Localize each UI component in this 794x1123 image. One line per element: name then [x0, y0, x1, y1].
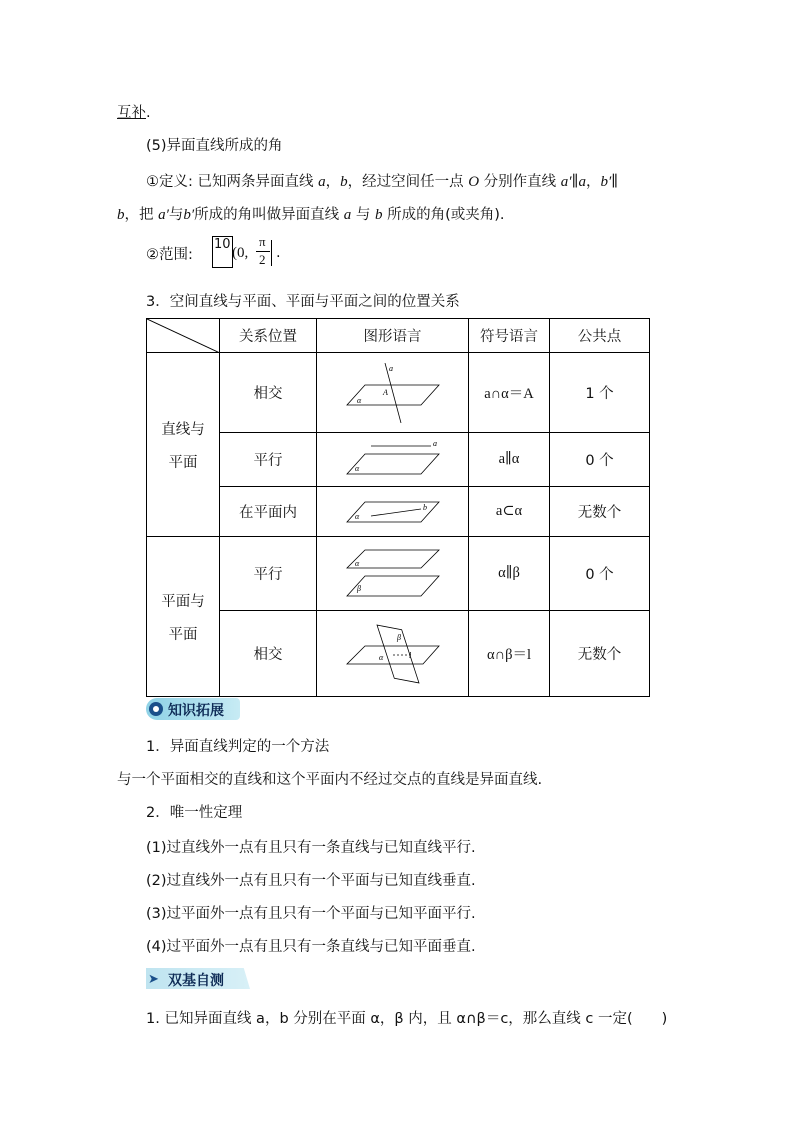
- extension-item-1-title: 1．异面直线判定的一个方法: [146, 739, 330, 755]
- symbol-parallel: a∥α: [469, 433, 550, 487]
- symbol-intersect: a∩α＝A: [469, 353, 550, 433]
- common-parallel: 0 个: [550, 433, 650, 487]
- svg-text:b: b: [422, 502, 427, 512]
- uniqueness-theorem-3: (3)过平面外一点有且只有一个平面与已知平面平行.: [146, 906, 476, 922]
- figure-planes-parallel: [317, 537, 469, 611]
- double-arrow-icon: ➤: [148, 972, 159, 987]
- definition-line-1: ①定义: 已知两条异面直线 a，b，经过空间任一点 O 分别作直线 a′∥a，b′∥: [146, 174, 619, 190]
- symbol-planes-parallel: α∥β: [469, 537, 550, 611]
- relation-planes-intersect: 相交: [220, 611, 317, 697]
- svg-text:a: a: [432, 439, 437, 448]
- svg-text:a: a: [388, 363, 393, 373]
- group-line-plane: 直线与 平面: [147, 353, 220, 537]
- header-figure: 图形语言: [317, 319, 469, 353]
- uniqueness-theorem-1: (1)过直线外一点有且只有一条直线与已知直线平行.: [146, 840, 476, 856]
- figure-line-in-plane: [317, 487, 469, 537]
- svg-text:α: α: [356, 395, 361, 405]
- definition-line-2: b，把 a′与b′所成的角叫做异面直线 a 与 b 所成的角(或夹角).: [117, 207, 505, 223]
- knowledge-extension-badge: 知识拓展: [146, 698, 240, 720]
- figure-line-parallel-plane: [317, 433, 469, 487]
- position-relation-table: [146, 318, 650, 697]
- range-answer-box: 10: [212, 236, 233, 268]
- header-diagonal-cell: [147, 319, 220, 353]
- svg-text:α: α: [354, 511, 359, 521]
- group-plane-plane: 平面与 平面: [147, 537, 220, 697]
- svg-text:α: α: [354, 463, 359, 473]
- symbol-in-plane: a⊂α: [469, 487, 550, 537]
- symbol-planes-intersect: α∩β＝l: [469, 611, 550, 697]
- svg-text:α: α: [354, 558, 359, 568]
- relation-parallel: 平行: [220, 433, 317, 487]
- figure-line-intersect-plane: [317, 353, 469, 433]
- common-planes-parallel: 0 个: [550, 537, 650, 611]
- section5-title: (5)异面直线所成的角: [146, 138, 283, 154]
- common-intersect: 1 个: [550, 353, 650, 433]
- hubu-text: 互补: [117, 105, 146, 121]
- header-common-points: 公共点: [550, 319, 650, 353]
- svg-text:β: β: [396, 632, 401, 642]
- svg-text:A: A: [382, 387, 388, 397]
- extension-item-2-title: 2．唯一性定理: [146, 805, 243, 821]
- svg-text:α: α: [378, 652, 383, 662]
- top-fragment: 互补.: [117, 105, 151, 121]
- self-test-badge: ➤ 双基自测: [146, 966, 250, 990]
- question-1: 1. 已知异面直线 a，b 分别在平面 α，β 内，且 α∩β＝c，那么直线 c 一定( ): [146, 1011, 668, 1027]
- uniqueness-theorem-4: (4)过平面外一点有且只有一条直线与已知平面垂直.: [146, 939, 476, 955]
- circle-dot-icon: [149, 702, 163, 716]
- svg-text:β: β: [356, 583, 361, 593]
- common-planes-intersect: 无数个: [550, 611, 650, 697]
- figure-planes-intersect: [317, 611, 469, 697]
- svg-text:l: l: [408, 650, 411, 660]
- relation-intersect: 相交: [220, 353, 317, 433]
- relation-planes-parallel: 平行: [220, 537, 317, 611]
- section3-title: 3．空间直线与平面、平面与平面之间的位置关系: [146, 294, 460, 310]
- header-symbol: 符号语言: [469, 319, 550, 353]
- header-relation: 关系位置: [220, 319, 317, 353]
- relation-in-plane: 在平面内: [220, 487, 317, 537]
- common-in-plane: 无数个: [550, 487, 650, 537]
- extension-item-1-body: 与一个平面相交的直线和这个平面内不经过交点的直线是异面直线.: [117, 772, 543, 788]
- uniqueness-theorem-2: (2)过直线外一点有且只有一个平面与已知直线垂直.: [146, 873, 476, 889]
